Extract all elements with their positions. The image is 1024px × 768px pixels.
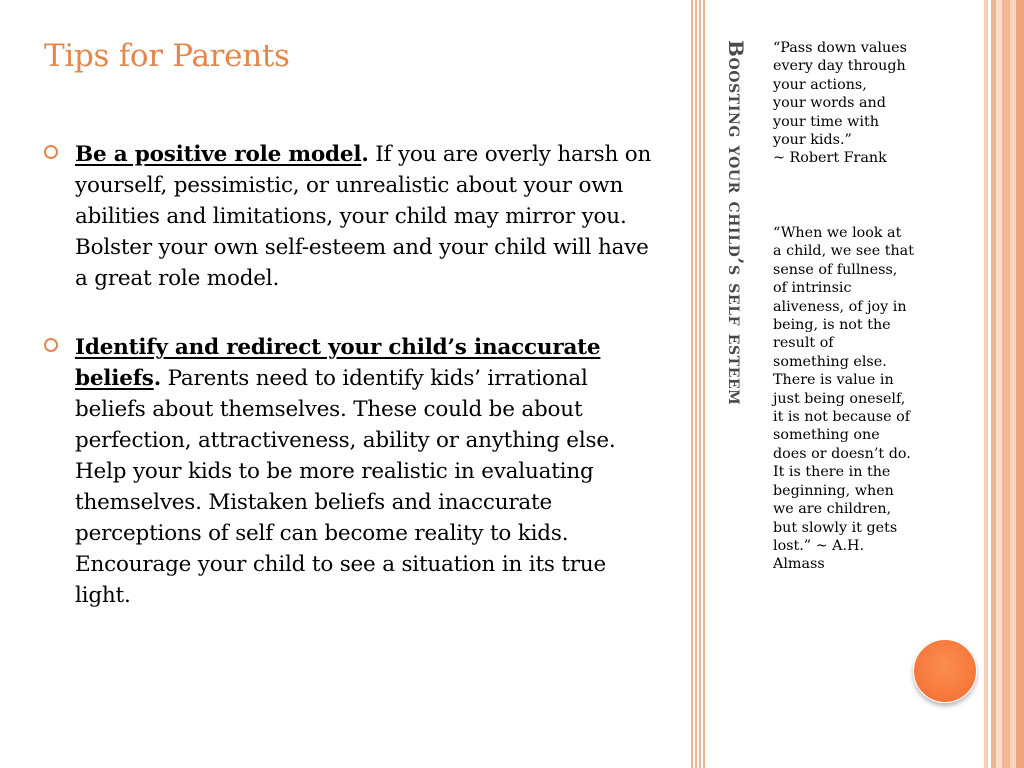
slide-title: Tips for Parents (44, 38, 290, 74)
tip-body: Parents need to identify kids’ irrational beliefs about themselves. These could be about perfection, attractiveness, ability or anything else. Help your kids to be more realistic in evaluating themselves. Mistaken beliefs and inaccurate perceptions of self can become reality to kids. Encourage your child to see a situation in its true light. (75, 366, 616, 608)
decorative-orange-orb (913, 639, 977, 703)
side-title: Boosting your child’s self esteem (724, 40, 748, 406)
tip-lead: Identify and redirect your child’s inaccurate beliefs (75, 335, 601, 391)
tip-item-role-model (44, 139, 664, 294)
tip-lead-punct: . (153, 366, 161, 391)
bullet-ring-icon (44, 338, 58, 352)
decorative-stripe-right (978, 0, 1024, 768)
decorative-stripe-left (691, 0, 707, 768)
tip-lead-punct: . (361, 142, 369, 167)
quote-almass: “When we look at a child, we see that sense of fullness, of intrinsic aliveness, of joy in being, is not the result of something else. There is value in just being oneself, it is not because of something one does or doesn’t do. It is there in the beginning, when we are children, but slowly it gets lost.” ~ A.H. Almass (773, 225, 914, 573)
bullet-ring-icon (44, 145, 58, 159)
quote-robert-frank: “Pass down values every day through your actions, your words and your time with your kids.” ~ Robert Frank (773, 40, 907, 167)
tips-list (44, 139, 664, 611)
tip-item-inaccurate-beliefs (44, 332, 664, 611)
tip-lead: Be a positive role model (75, 142, 362, 167)
tip-body: If you are overly harsh on yourself, pessimistic, or unrealistic about your own abilities and limitations, your child may mirror you. Bolster your own self-esteem and your child will have a great role model. (75, 142, 652, 291)
